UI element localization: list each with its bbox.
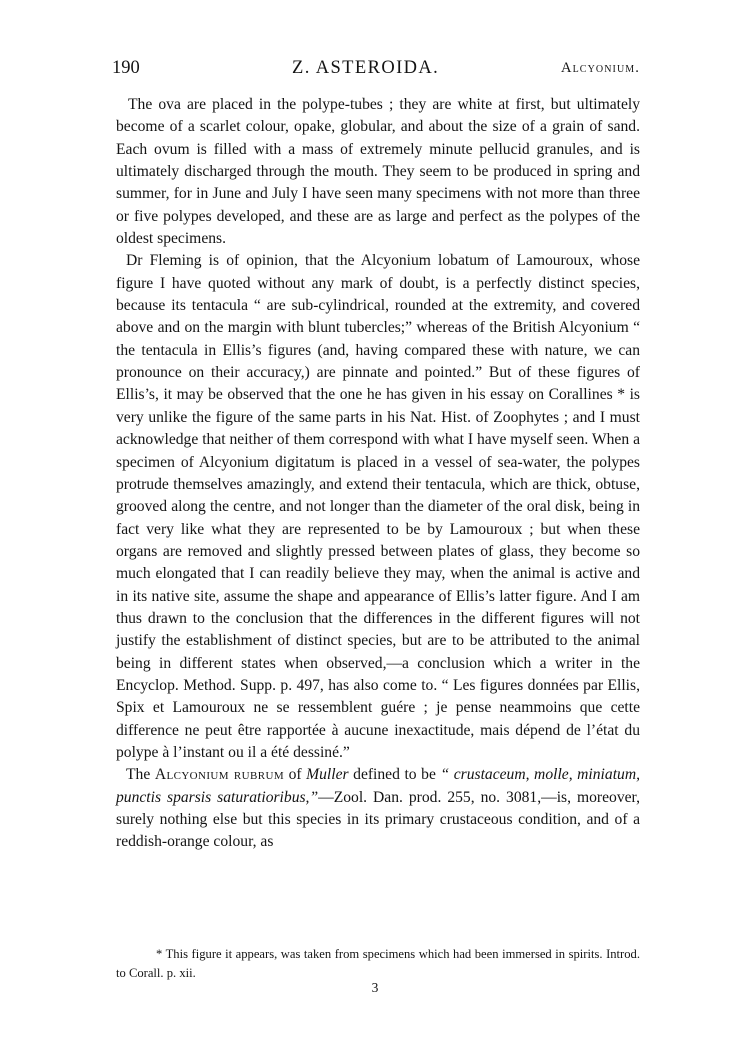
author-name: Muller — [306, 766, 349, 784]
paragraph-ova: The ova are placed in the polype-tubes ; they are white at first, but ultimately become of a scarlet colour, opake, globular, and about the size of a grain of sand. Each ovum is filled with a mass of extremely minute pellucid granules, and is ultimately discharged through the mouth. They seem to be produced in spring and summer, for in June and July I have seen many specimens with not more than three or five polypes developed, and these are as large and perfect as the polypes of the oldest specimens. — [116, 96, 640, 248]
p3-rest: —Zool. Dan. prod. 255, no. 3081,—is, moreover, surely nothing else but this species in its primary crustaceous condition, and of a reddish-orange colour, as — [116, 788, 641, 851]
section-title: Z. ASTEROIDA. — [292, 58, 440, 78]
page-number: 190 — [112, 58, 140, 78]
signature-mark: 3 — [371, 980, 379, 995]
p3-defined: defined to be — [348, 766, 441, 784]
p3-lead: The — [126, 766, 155, 784]
paragraph-fleming: Dr Fleming is of opinion, that the Alcyonium lobatum of Lamouroux, whose figure I have quoted without any mark of doubt, is a perfectly distinct species, because its tentacula “ are sub-cylindrical, rounded at the extremity, and covered above and on the margin with blunt tubercles;” whereas of the British Alcyonium “ the tentacula in Ellis’s figures (and, having compared these with nature, we can pronounce on their accuracy,) are pinnate and pointed.” But of these figures of Ellis’s, it may be observed that the one he has given in his essay on Corallines * is very unlike the figure of the same parts in his Nat. Hist. of Zoophytes ; and I must acknowledge that neither of them correspond with what I have myself seen. When a specimen of Alcyonium digitatum is placed in a vessel of sea-water, the polypes protrude themselves amazingly, and extend their tentacula, which are thick, obtuse, grooved along the centre, and not longer than the diameter of the oral disk, being in fact very like what they are represented to be by Lamouroux ; but when these organs are removed and slightly pressed between plates of glass, they become so much elongated that I can readily believe they may, when the animal is active and in its native site, assume the shape and appearance of Ellis’s latter figure. And I am thus drawn to the conclusion that the differences in the different figures will not justify the establishment of distinct species, but are to be attributed to the animal being in different states when observed,—a conclusion which a writer in the Encyclop. Method. Supp. p. 497, has also come to. “ Les figures données par Ellis, Spix et Lamouroux ne se ressemblent guére ; je pense neammoins que cette difference ne peut être rapportée à aucune inexactitude, mais dépend de l’état du polype à l’instant ou il a été dessiné.” — [116, 252, 640, 761]
main-text — [116, 94, 640, 854]
p3-of: of — [284, 766, 307, 784]
page-header — [112, 58, 640, 84]
running-title: Alcyonium. — [561, 60, 640, 76]
footnote: * This figure it appears, was taken from specimens which had been immersed in spirits. Introd. to Corall. p. xii. — [116, 947, 640, 980]
paragraph-alcyonium-rubrum — [116, 764, 640, 853]
species-name: Alcyonium rubrum — [154, 766, 284, 784]
latin-description: “ crustaceum, molle, miniatum, punctis sparsis saturatioribus,” — [116, 766, 640, 806]
